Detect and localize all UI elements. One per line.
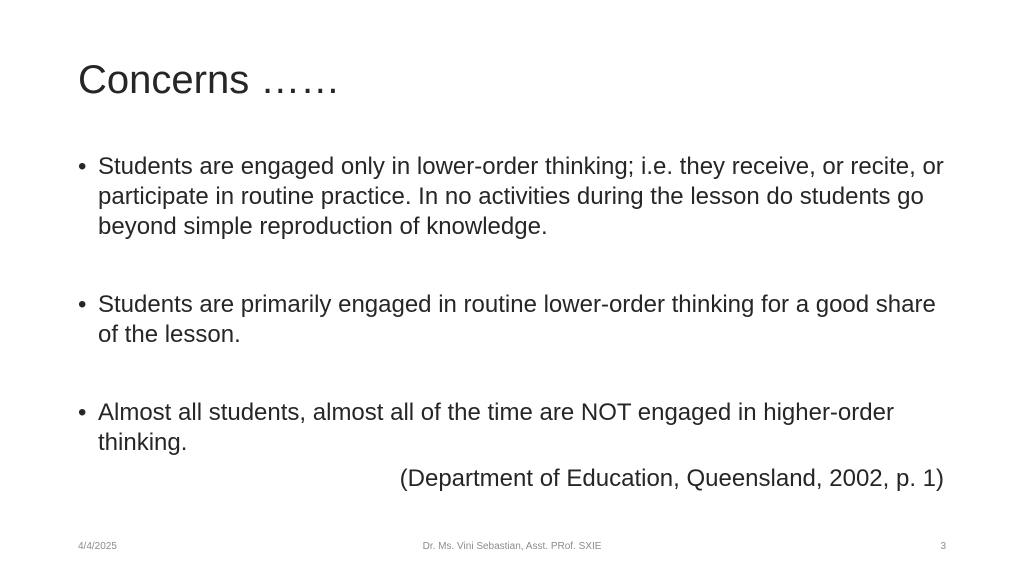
bullet-text: Students are primarily engaged in routine lower-order thinking for a good share of the lesson. bbox=[98, 291, 936, 348]
bullet-item bbox=[78, 290, 958, 350]
footer-page-number: 3 bbox=[940, 541, 946, 552]
footer-date: 4/4/2025 bbox=[78, 541, 117, 552]
bullet-marker: • bbox=[78, 153, 87, 180]
bullet-list bbox=[78, 152, 958, 458]
footer-author: Dr. Ms. Vini Sebastian, Asst. PRof. SXIE bbox=[422, 541, 602, 552]
bullet-item bbox=[78, 152, 958, 242]
slide-title: Concerns …… bbox=[78, 58, 341, 102]
citation: (Department of Education, Queensland, 2002, p. 1) bbox=[399, 465, 944, 492]
bullet-text: Students are engaged only in lower-order thinking; i.e. they receive, or recite, or participate in routine practice. In no activities during the lesson do students go beyond simple reproduction of knowledge. bbox=[98, 153, 944, 240]
bullet-text: Almost all students, almost all of the time are NOT engaged in higher-order thinking. bbox=[98, 399, 894, 456]
bullet-item bbox=[78, 398, 958, 458]
bullet-marker: • bbox=[78, 291, 87, 318]
bullet-marker: • bbox=[78, 399, 87, 426]
